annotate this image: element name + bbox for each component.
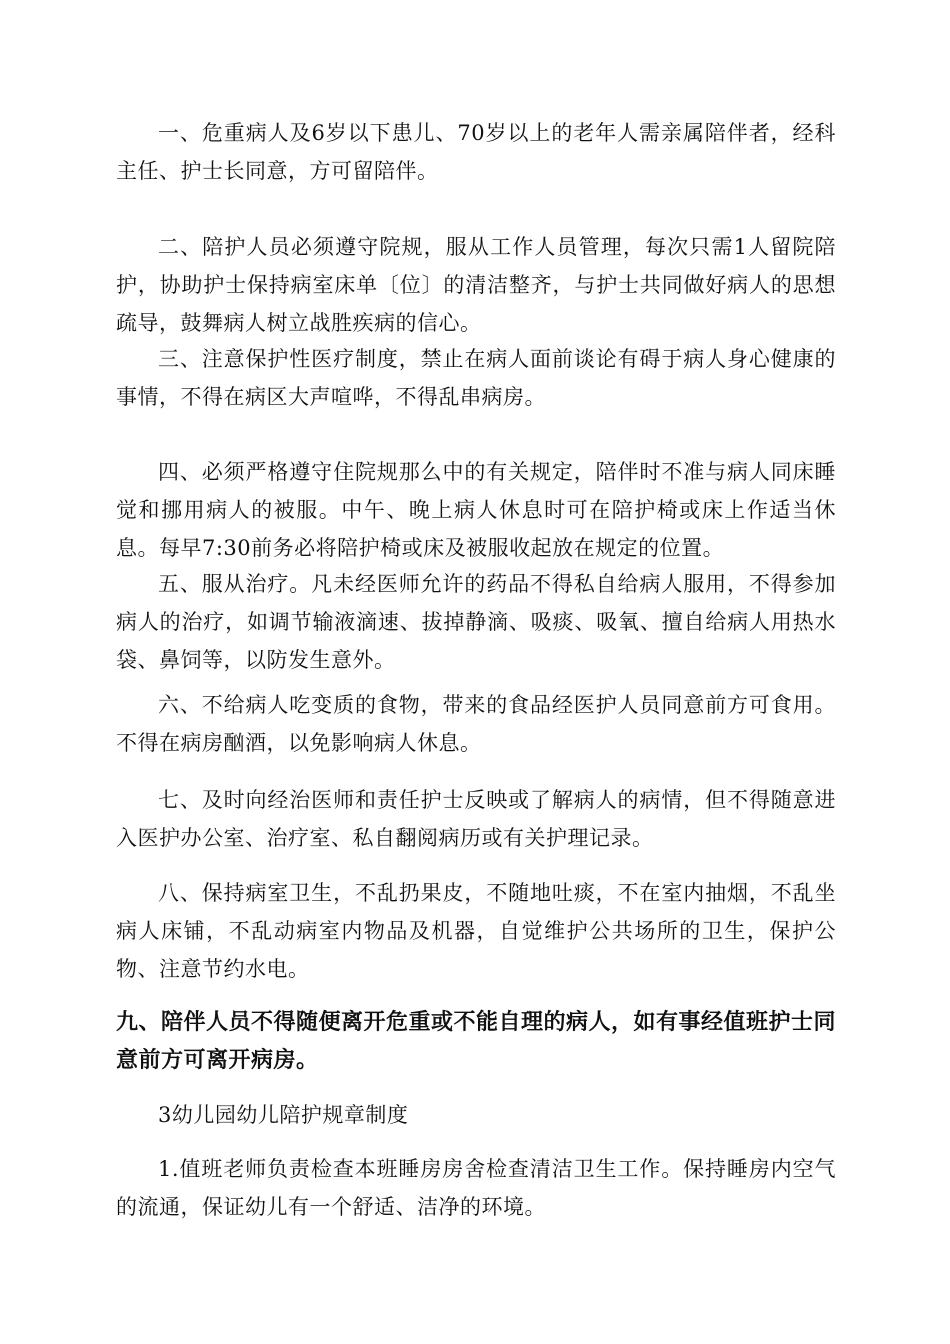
rule-paragraph-8: 八、保持病室卫生，不乱扔果皮，不随地吐痰，不在室内抽烟，不乱坐病人床铺，不乱动病室内物品及机器，自觉维护公共场所的卫生，保护公物、注意节约水电。 [116, 881, 836, 981]
rule-paragraph-9-bold: 九、陪伴人员不得随便离开危重或不能自理的病人，如有事经值班护士同意前方可离开病房。 [116, 1009, 837, 1073]
rule-paragraph-6: 六、不给病人吃变质的食物，带来的食品经医护人员同意前方可食用。不得在病房酗酒，以免影响病人休息。 [116, 693, 836, 755]
rule-paragraph-7: 七、及时向经治医师和责任护士反映或了解病人的病情，但不得随意进入医护办公室、治疗室、私自翻阅病历或有关护理记录。 [116, 788, 836, 850]
rule-paragraph-5: 五、服从治疗。凡未经医师允许的药品不得私自给病人服用，不得参加病人的治疗，如调节输液滴速、拔掉静滴、吸痰、吸氧、擅自给病人用热水袋、鼻饲等，以防发生意外。 [116, 572, 836, 672]
rule-paragraph-3: 三、注意保护性医疗制度，禁止在病人面前谈论有碍于病人身心健康的事情，不得在病区大声喧哗，不得乱串病房。 [116, 347, 836, 409]
rule-paragraph-2: 二、陪护人员必须遵守院规，服从工作人员管理，每次只需1人留院陪护，协助护士保持病室床单〔位〕的清洁整齐，与护士共同做好病人的思想疏导，鼓舞病人树立战胜疾病的信心。 [116, 235, 836, 335]
rule-paragraph-4: 四、必须严格遵守住院规那么中的有关规定，陪伴时不准与病人同床睡觉和挪用病人的被服。中午、晚上病人休息时可在陪护椅或床上作适当休息。每早7:30前务必将陪护椅或床及被服收起放在规定的位置。 [116, 460, 836, 560]
kindergarten-rule-1: 1.值班老师负责检查本班睡房房舍检查清洁卫生工作。保持睡房内空气的流通，保证幼儿有一个舒适、洁净的环境。 [116, 1157, 836, 1219]
rule-paragraph-1: 一、危重病人及6岁以下患儿、70岁以上的老年人需亲属陪伴者，经科主任、护士长同意，方可留陪伴。 [116, 121, 836, 183]
section-heading: 3幼儿园幼儿陪护规章制度 [158, 1103, 409, 1127]
